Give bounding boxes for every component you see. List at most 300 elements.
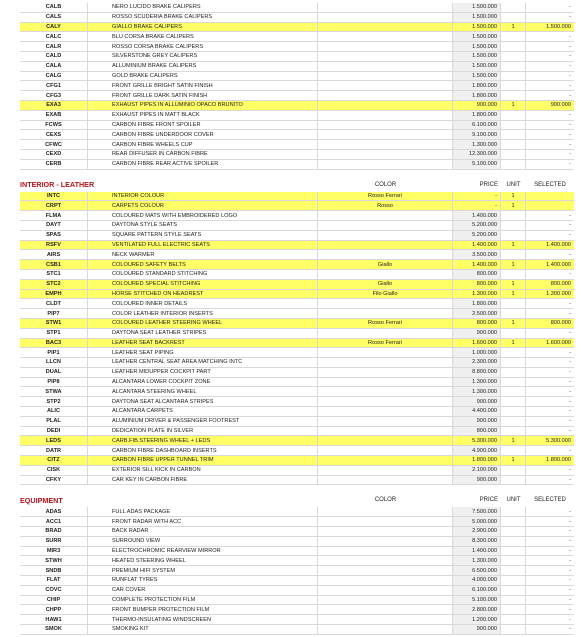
option-description: CARBON FIBRE DASHBOARD INSERTS xyxy=(88,446,318,455)
option-unit xyxy=(501,130,526,139)
option-row[interactable] xyxy=(20,615,574,625)
option-color xyxy=(318,241,453,250)
option-selected-price: 1.500.000 xyxy=(546,23,571,30)
option-price: 900.000 xyxy=(453,625,501,634)
option-code: STW1 xyxy=(20,319,88,328)
option-selected-price: - xyxy=(569,251,571,258)
option-selected-price: - xyxy=(569,467,571,474)
option-color xyxy=(318,72,453,81)
option-color xyxy=(318,625,453,634)
option-unit xyxy=(501,517,526,526)
option-price: 900.000 xyxy=(453,329,501,338)
option-color xyxy=(318,348,453,357)
option-code: CITZ xyxy=(20,456,88,465)
option-price: 800.000 xyxy=(453,319,501,328)
option-color xyxy=(318,615,453,624)
option-description: CAR COVER xyxy=(88,586,318,595)
option-price: 900.000 xyxy=(453,101,501,110)
option-selected-price: - xyxy=(569,300,571,307)
option-row[interactable] xyxy=(20,111,574,121)
option-row[interactable] xyxy=(20,130,574,140)
option-price: 2.800.000 xyxy=(453,605,501,614)
option-row[interactable] xyxy=(20,42,574,52)
option-selected-price: - xyxy=(569,359,571,366)
option-row[interactable] xyxy=(20,13,574,23)
option-row[interactable] xyxy=(20,250,574,260)
option-row[interactable] xyxy=(20,556,574,566)
option-description: DEDICATION PLATE IN SILVER xyxy=(88,427,318,436)
option-code: CFG1 xyxy=(20,81,88,90)
option-description: COMPLETE PROTECTION FILM xyxy=(88,596,318,605)
option-code: SMOK xyxy=(20,625,88,634)
option-row-selected[interactable] xyxy=(20,23,574,33)
option-description: DAYTONA STYLE SEATS xyxy=(88,221,318,230)
option-color xyxy=(318,231,453,240)
option-row[interactable] xyxy=(20,121,574,131)
option-selected-price: - xyxy=(569,538,571,545)
option-price: 5.200.000 xyxy=(453,231,501,240)
option-description: ALLUMINIUM BRAKE CALIPERS xyxy=(88,62,318,71)
option-description: VENTILATED FULL ELECTRIC SEATS xyxy=(88,241,318,250)
option-unit: 1 xyxy=(501,192,526,201)
option-color xyxy=(318,270,453,279)
option-code: DATR xyxy=(20,446,88,455)
option-price: 2.500.000 xyxy=(453,309,501,318)
option-description: ALCANTARA CARPETS xyxy=(88,407,318,416)
option-code: CHIP xyxy=(20,596,88,605)
section-header xyxy=(20,493,574,507)
option-description: COLOURED STANDARD STITCHING xyxy=(88,270,318,279)
option-row[interactable] xyxy=(20,358,574,368)
option-unit xyxy=(501,91,526,100)
option-unit xyxy=(501,507,526,516)
option-code: CALS xyxy=(20,13,88,22)
option-code: DUAL xyxy=(20,368,88,377)
option-color: Rosso xyxy=(318,201,453,210)
option-selected-price: 1.800.000 xyxy=(546,457,571,464)
option-row[interactable] xyxy=(20,547,574,557)
option-unit xyxy=(501,446,526,455)
option-unit xyxy=(501,62,526,71)
section-header xyxy=(20,178,574,192)
option-unit xyxy=(501,566,526,575)
option-selected-price xyxy=(526,192,574,201)
option-description: BACK RADAR xyxy=(88,527,318,536)
option-unit xyxy=(501,211,526,220)
option-price: 5.200.000 xyxy=(453,221,501,230)
option-code: CERB xyxy=(20,160,88,169)
option-selected-price: - xyxy=(569,14,571,21)
option-code: INTC xyxy=(20,192,88,201)
option-description: SMOKING KIT xyxy=(88,625,318,634)
column-header-price: PRICE xyxy=(479,181,498,188)
option-row[interactable] xyxy=(20,517,574,527)
option-description: LEATHER SEAT PIPING xyxy=(88,348,318,357)
option-description: EXTERIOR SILL KICK IN CARBON xyxy=(88,466,318,475)
option-code: STC2 xyxy=(20,280,88,289)
option-unit: 1 xyxy=(501,436,526,445)
option-description: COLOURED SAFETY BELTS xyxy=(88,260,318,269)
option-unit xyxy=(501,42,526,51)
option-description: LEATHER SEAT BACKREST xyxy=(88,339,318,348)
option-price: 6.500.000 xyxy=(453,566,501,575)
option-price: 1.300.000 xyxy=(453,290,501,299)
option-row[interactable] xyxy=(20,625,574,635)
option-selected-price: - xyxy=(569,43,571,50)
option-row-selected[interactable] xyxy=(20,101,574,111)
option-color xyxy=(318,397,453,406)
option-description: HORSE STITCHED ON HEADREST xyxy=(88,290,318,299)
option-description: COLOURED SPECIAL STITCHING xyxy=(88,280,318,289)
option-price: 1.300.000 xyxy=(453,387,501,396)
option-price: 800.000 xyxy=(453,427,501,436)
option-selected-price: - xyxy=(569,408,571,415)
option-code: CALC xyxy=(20,32,88,41)
option-unit xyxy=(501,121,526,130)
option-code: STWA xyxy=(20,387,88,396)
option-selected-price: - xyxy=(569,53,571,60)
option-unit xyxy=(501,348,526,357)
option-row-selected[interactable] xyxy=(20,192,574,202)
option-row[interactable] xyxy=(20,476,574,486)
option-color xyxy=(318,436,453,445)
option-row-selected[interactable] xyxy=(20,436,574,446)
option-price: 900.000 xyxy=(453,476,501,485)
option-unit xyxy=(501,476,526,485)
option-price: 6.100.000 xyxy=(453,121,501,130)
option-row[interactable] xyxy=(20,52,574,62)
option-unit xyxy=(501,615,526,624)
option-color xyxy=(318,387,453,396)
option-code: EMPH xyxy=(20,290,88,299)
option-row[interactable] xyxy=(20,140,574,150)
option-selected-price: - xyxy=(569,428,571,435)
option-row-selected[interactable] xyxy=(20,339,574,349)
option-selected-price: - xyxy=(569,349,571,356)
option-color xyxy=(318,466,453,475)
option-code: LLCN xyxy=(20,358,88,367)
option-color xyxy=(318,91,453,100)
option-description: SURROUND VIEW xyxy=(88,537,318,546)
option-unit xyxy=(501,221,526,230)
option-code: LEDS xyxy=(20,436,88,445)
option-description: PREMIUM HIFI SYSTEM xyxy=(88,566,318,575)
option-row-selected[interactable] xyxy=(20,241,574,251)
option-row[interactable] xyxy=(20,566,574,576)
option-unit xyxy=(501,52,526,61)
option-description: ALCANTARA LOWER COCKPIT ZONE xyxy=(88,378,318,387)
option-unit xyxy=(501,13,526,22)
option-color: Rosso Ferrari xyxy=(318,339,453,348)
option-price: 5.300.000 xyxy=(453,436,501,445)
option-unit xyxy=(501,250,526,259)
option-selected-price: - xyxy=(569,271,571,278)
option-price: 5.000.000 xyxy=(453,517,501,526)
option-row[interactable] xyxy=(20,387,574,397)
option-description: NERO LUCIDO BRAKE CALIPERS xyxy=(88,3,318,12)
option-row[interactable] xyxy=(20,527,574,537)
option-row[interactable] xyxy=(20,309,574,319)
option-price: 4.400.000 xyxy=(453,407,501,416)
option-code: CEXD xyxy=(20,150,88,159)
option-description: DAYTONA SEAT LEATHER STRIPES xyxy=(88,329,318,338)
option-price: 4.000.000 xyxy=(453,576,501,585)
option-row[interactable] xyxy=(20,537,574,547)
option-unit xyxy=(501,586,526,595)
option-price: 1.300.000 xyxy=(453,378,501,387)
option-code: CRPT xyxy=(20,201,88,210)
option-selected-price: - xyxy=(569,63,571,70)
option-selected-price: - xyxy=(569,616,571,623)
option-description: DAYTONA SEAT ALCANTARA STRIPES xyxy=(88,397,318,406)
option-unit xyxy=(501,397,526,406)
option-selected-price: 800.000 xyxy=(550,320,571,327)
option-selected-price: - xyxy=(569,222,571,229)
option-selected-price: - xyxy=(569,33,571,40)
option-row[interactable] xyxy=(20,62,574,72)
option-selected-price: - xyxy=(569,597,571,604)
option-row[interactable] xyxy=(20,446,574,456)
option-unit xyxy=(501,72,526,81)
option-row-selected[interactable] xyxy=(20,260,574,270)
option-price: 7.500.000 xyxy=(453,507,501,516)
option-color xyxy=(318,476,453,485)
option-unit: 1 xyxy=(501,280,526,289)
option-unit xyxy=(501,407,526,416)
option-price: 800.000 xyxy=(453,270,501,279)
option-code: CALB xyxy=(20,3,88,12)
option-row[interactable] xyxy=(20,576,574,586)
option-unit xyxy=(501,150,526,159)
option-row[interactable] xyxy=(20,221,574,231)
option-selected-price: - xyxy=(569,567,571,574)
option-selected-price: - xyxy=(569,112,571,119)
option-row[interactable] xyxy=(20,407,574,417)
option-description: COLOURED LEATHER STEERING WHEEL xyxy=(88,319,318,328)
option-code: PIP7 xyxy=(20,309,88,318)
option-description: ELECTROCHROMIC REARVIEW MIRROR xyxy=(88,547,318,556)
option-color xyxy=(318,62,453,71)
option-color xyxy=(318,329,453,338)
option-description: SILVERSTONE GREY CALIPERS xyxy=(88,52,318,61)
option-code: CISK xyxy=(20,466,88,475)
option-selected-price: 5.300.000 xyxy=(546,437,571,444)
option-selected-price: - xyxy=(569,398,571,405)
option-price: 800.000 xyxy=(453,280,501,289)
option-selected-price: - xyxy=(569,418,571,425)
option-price: 1.500.000 xyxy=(453,13,501,22)
option-price: 1.500.000 xyxy=(453,62,501,71)
option-price: 2.300.000 xyxy=(453,358,501,367)
option-code: FLMA xyxy=(20,211,88,220)
option-row[interactable] xyxy=(20,596,574,606)
option-row[interactable] xyxy=(20,397,574,407)
option-unit xyxy=(501,547,526,556)
option-description: FRONT RADAR WITH ACC xyxy=(88,517,318,526)
option-description: INTERIOR COLOUR xyxy=(88,192,318,201)
option-price: - xyxy=(453,201,501,210)
option-row[interactable] xyxy=(20,507,574,517)
option-color xyxy=(318,537,453,546)
option-row[interactable] xyxy=(20,466,574,476)
option-row[interactable] xyxy=(20,417,574,427)
option-unit: 1 xyxy=(501,23,526,32)
option-selected-price: - xyxy=(569,151,571,158)
option-price: 4.900.000 xyxy=(453,446,501,455)
option-color xyxy=(318,140,453,149)
option-price: 900.000 xyxy=(453,417,501,426)
option-unit xyxy=(501,160,526,169)
option-color: Rosso Ferrari xyxy=(318,192,453,201)
option-selected-price: 800.000 xyxy=(550,281,571,288)
option-row[interactable] xyxy=(20,91,574,101)
option-selected-price: - xyxy=(569,82,571,89)
option-selected-price: - xyxy=(569,232,571,239)
option-unit xyxy=(501,111,526,120)
option-code: HAW1 xyxy=(20,615,88,624)
option-unit xyxy=(501,231,526,240)
option-selected-price: - xyxy=(569,141,571,148)
option-row[interactable] xyxy=(20,72,574,82)
option-description: LEATHER MIDUPPER COCKPIT PART xyxy=(88,368,318,377)
option-row[interactable] xyxy=(20,368,574,378)
option-price: 8.800.000 xyxy=(453,368,501,377)
option-row[interactable] xyxy=(20,427,574,437)
option-code: CALD xyxy=(20,52,88,61)
option-price: 5.100.000 xyxy=(453,160,501,169)
option-selected-price: - xyxy=(569,388,571,395)
column-header-selected: SELECTED xyxy=(534,497,566,504)
option-price: 2.100.000 xyxy=(453,466,501,475)
option-unit: 1 xyxy=(501,201,526,210)
option-price: 1.300.000 xyxy=(453,140,501,149)
option-color xyxy=(318,358,453,367)
option-description: GOLD BRAKE CALIPERS xyxy=(88,72,318,81)
option-description: CARBON FIBRE FRONT SPOILER xyxy=(88,121,318,130)
option-row[interactable] xyxy=(20,299,574,309)
option-unit xyxy=(501,81,526,90)
option-description: THERMO-INSULATING WINDSCREEN xyxy=(88,615,318,624)
option-price: 5.100.000 xyxy=(453,596,501,605)
option-price: 1.500.000 xyxy=(453,42,501,51)
option-color xyxy=(318,150,453,159)
option-unit xyxy=(501,427,526,436)
option-unit xyxy=(501,299,526,308)
option-unit: 1 xyxy=(501,339,526,348)
option-price: 1.200.000 xyxy=(453,615,501,624)
option-row[interactable] xyxy=(20,231,574,241)
option-code: AIRS xyxy=(20,250,88,259)
option-description: HEATED STEERING WHEEL xyxy=(88,556,318,565)
option-unit xyxy=(501,466,526,475)
option-row[interactable] xyxy=(20,81,574,91)
option-selected-price xyxy=(526,201,574,210)
option-color xyxy=(318,407,453,416)
option-description: EXHAUST PIPES IN MATT BLACK xyxy=(88,111,318,120)
option-description: ALUMINIUM DRIVER & PASSENGER FOOTREST xyxy=(88,417,318,426)
option-row[interactable] xyxy=(20,329,574,339)
option-description: RUNFLAT TYRES xyxy=(88,576,318,585)
option-row[interactable] xyxy=(20,32,574,42)
column-header-color: COLOR xyxy=(374,497,397,504)
option-color xyxy=(318,32,453,41)
option-row-selected[interactable] xyxy=(20,201,574,211)
option-selected-price: - xyxy=(569,379,571,386)
option-unit: 1 xyxy=(501,101,526,110)
option-color xyxy=(318,586,453,595)
option-unit xyxy=(501,387,526,396)
option-price: 1.800.000 xyxy=(453,456,501,465)
option-selected-price: - xyxy=(569,518,571,525)
option-code: EXAB xyxy=(20,111,88,120)
option-row[interactable] xyxy=(20,211,574,221)
option-row[interactable] xyxy=(20,586,574,596)
option-selected-price: 1.300.000 xyxy=(546,290,571,297)
option-description: COLOURED MATS WITH EMBROIDERED LOGO xyxy=(88,211,318,220)
option-code: ACC1 xyxy=(20,517,88,526)
option-selected-price: - xyxy=(569,161,571,168)
option-description: FULL ADAS PACKAGE xyxy=(88,507,318,516)
option-description: EXHAUST PIPES IN ALLUMINIO OPACO BRUNITO xyxy=(88,101,318,110)
option-description: CAR KEY IN CARBON FIBRE xyxy=(88,476,318,485)
option-description: NECK WARMER xyxy=(88,250,318,259)
option-color xyxy=(318,605,453,614)
option-row[interactable] xyxy=(20,3,574,13)
option-row-selected[interactable] xyxy=(20,319,574,329)
option-color xyxy=(318,547,453,556)
option-code: BAC3 xyxy=(20,339,88,348)
option-description: ROSSO SCUDERIA BRAKE CALIPERS xyxy=(88,13,318,22)
option-code: STP1 xyxy=(20,329,88,338)
option-price: 1.400.000 xyxy=(453,260,501,269)
option-description: CARBON FIBRE UNDERDOOR COVER xyxy=(88,130,318,139)
option-selected-price: - xyxy=(569,212,571,219)
option-row[interactable] xyxy=(20,160,574,170)
option-code: FCWS xyxy=(20,121,88,130)
option-row-selected[interactable] xyxy=(20,456,574,466)
option-row[interactable] xyxy=(20,270,574,280)
option-code: STP2 xyxy=(20,397,88,406)
option-row-selected[interactable] xyxy=(20,280,574,290)
option-selected-price: - xyxy=(569,447,571,454)
option-price: 1.500.000 xyxy=(453,23,501,32)
option-selected-price: - xyxy=(569,548,571,555)
option-row[interactable] xyxy=(20,150,574,160)
option-unit: 1 xyxy=(501,241,526,250)
option-code: CSB1 xyxy=(20,260,88,269)
option-color xyxy=(318,121,453,130)
option-price: 8.300.000 xyxy=(453,537,501,546)
option-row-selected[interactable] xyxy=(20,290,574,300)
section-title: EQUIPMENT xyxy=(20,495,63,505)
option-price: 900.000 xyxy=(453,397,501,406)
column-header-price: PRICE xyxy=(479,497,498,504)
option-selected-price: - xyxy=(569,72,571,79)
option-code: PIP1 xyxy=(20,348,88,357)
option-selected-price: - xyxy=(569,606,571,613)
option-description: REAR DIFFUSER IN CARBON FIBRE xyxy=(88,150,318,159)
option-code: STWH xyxy=(20,556,88,565)
option-price: 1.500.000 xyxy=(453,3,501,12)
option-row[interactable] xyxy=(20,605,574,615)
option-price: 1.400.000 xyxy=(453,241,501,250)
option-selected-price: - xyxy=(569,577,571,584)
option-selected-price: 1.600.000 xyxy=(546,339,571,346)
option-selected-price: 1.400.000 xyxy=(546,241,571,248)
option-row[interactable] xyxy=(20,348,574,358)
option-row[interactable] xyxy=(20,378,574,388)
option-code: ALIC xyxy=(20,407,88,416)
